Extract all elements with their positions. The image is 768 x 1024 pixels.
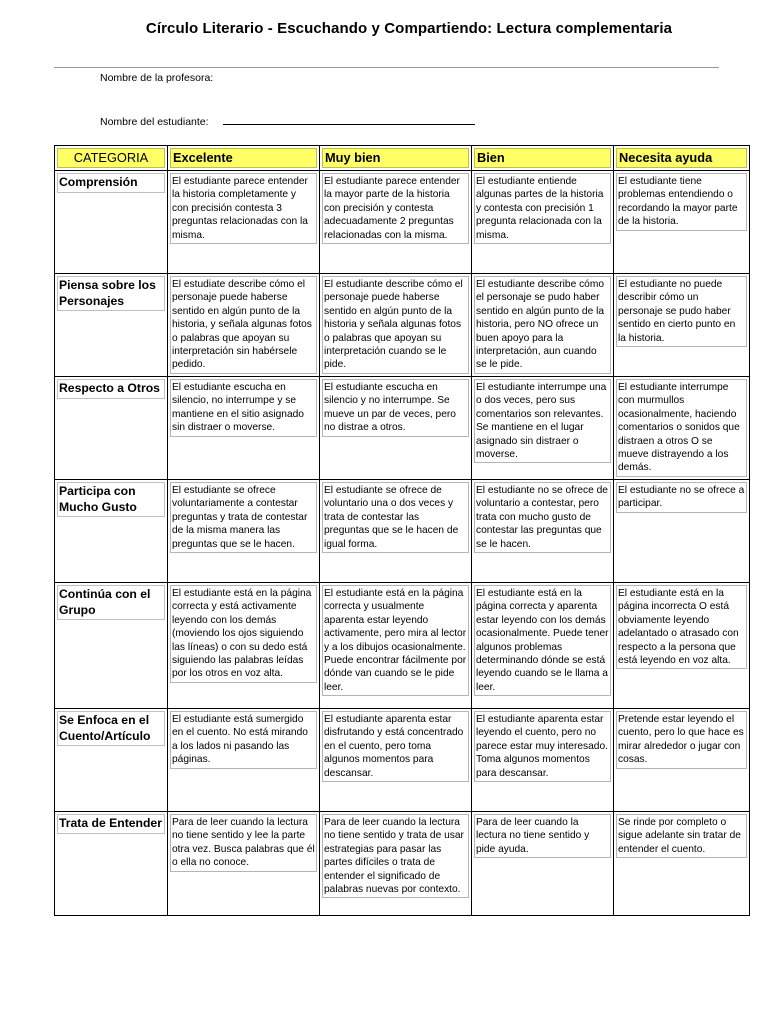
cell-text: El estudiante parece entender la historia completamente y con precisión contesta 3 preguntas relacionadas con la misma. <box>170 173 317 244</box>
header-row <box>55 146 750 171</box>
cell-text: El estudiante escucha en silencio y no interrumpe. Se mueve un par de veces, pero no distrae a otros. <box>322 379 469 437</box>
table-cell <box>614 480 750 583</box>
header-excelente <box>168 146 320 171</box>
header-divider <box>54 67 719 68</box>
cell-text: El estudiante está en la página correcta y usualmente aparenta estar leyendo activamente, pero mira al lector y a los dibujos ocasionalmente. Puede encontrar fácilmente por dónde van cuando se le pide leer. <box>322 585 469 696</box>
table-cell <box>472 812 614 916</box>
table-cell <box>614 377 750 480</box>
cell-text: Para de leer cuando la lectura no tiene sentido y pide ayuda. <box>474 814 611 858</box>
table-cell <box>168 480 320 583</box>
cell-text: Para de leer cuando la lectura no tiene sentido y trata de usar estrategias para pasar las partes difíciles o trata de entender el significado de palabras nuevas por contexto. <box>322 814 469 898</box>
cell-text: El estudiante no puede describir cómo un personaje se pudo haber sentido en cierto punto en la historia. <box>616 276 747 347</box>
category-cell <box>55 583 168 709</box>
cell-text: El estudiante aparenta estar leyendo el cuento, pero no parece estar muy interesado. Toma algunos momentos para descansar. <box>474 711 611 782</box>
cell-text: El estudiante describe cómo el personaje se pudo haber sentido en algún punto de la historia, pero NO ofrece un buen apoyo para la interpretación, aun cuando se le pide. <box>474 276 611 374</box>
table-cell <box>168 812 320 916</box>
table-cell <box>168 377 320 480</box>
category-cell <box>55 377 168 480</box>
table-cell <box>168 583 320 709</box>
cell-text: El estudiante se ofrece voluntariamente a contestar preguntas y trata de contestar de la misma manera las preguntas que se le hacen. <box>170 482 317 553</box>
cell-text: El estudiante escucha en silencio, no interrumpe y se mantiene en el sitio asignado sin distraer o moverse. <box>170 379 317 437</box>
header-label: Necesita ayuda <box>616 148 747 168</box>
category-label: Respecto a Otros <box>57 379 165 399</box>
header-label: Excelente <box>170 148 317 168</box>
cell-text: Se rinde por completo o sigue adelante sin tratar de entender el cuento. <box>616 814 747 858</box>
table-cell <box>320 480 472 583</box>
table-row <box>55 377 750 480</box>
cell-text: El estudiante está en la página incorrecta O está obviamente leyendo adelantado o atrasado con respecto a la persona que está leyendo en voz alta. <box>616 585 747 669</box>
table-cell <box>168 274 320 377</box>
student-name-label: Nombre del estudiante: <box>100 116 209 128</box>
header-bien <box>472 146 614 171</box>
cell-text: El estudiante entiende algunas partes de la historia y contesta con precisión 1 pregunta relacionada con la misma. <box>474 173 611 244</box>
cell-text: El estudiante está en la página correcta y aparenta estar leyendo con los demás ocasionalmente. Puede tener algunos problemas determinando dónde se está leyendo cuando se le llama a leer. <box>474 585 611 696</box>
table-cell <box>614 709 750 812</box>
cell-text: El estudiante interrumpe con murmullos ocasionalmente, haciendo comentarios o sonidos que distraen a otros O se mueve distrayendo a los demás. <box>616 379 747 477</box>
cell-text: Pretende estar leyendo el cuento, pero lo que hace es mirar alrededor o jugar con cosas. <box>616 711 747 769</box>
table-cell <box>320 171 472 274</box>
category-label: Participa con Mucho Gusto <box>57 482 165 517</box>
table-cell <box>320 274 472 377</box>
header-necesita-ayuda <box>614 146 750 171</box>
table-row <box>55 583 750 709</box>
table-row <box>55 274 750 377</box>
cell-text: El estudiante está sumergido en el cuento. No está mirando a los lados ni pasando las páginas. <box>170 711 317 769</box>
table-row <box>55 709 750 812</box>
cell-text: Para de leer cuando la lectura no tiene sentido y lee la parte otra vez. Busca palabras que él o ella no conoce. <box>170 814 317 872</box>
category-cell <box>55 171 168 274</box>
table-cell <box>168 171 320 274</box>
header-label: Bien <box>474 148 611 168</box>
table-cell <box>472 171 614 274</box>
header-categoria <box>55 146 168 171</box>
cell-text: El estudiante no se ofrece de voluntario a contestar, pero trata con mucho gusto de contestar las preguntas que se le hacen. <box>474 482 611 553</box>
teacher-name-label: Nombre de la profesora: <box>100 72 214 84</box>
category-label: Comprensión <box>57 173 165 193</box>
table-row <box>55 480 750 583</box>
cell-text: El estudiante interrumpe una o dos veces, pero sus comentarios son relevantes. Se mantiene en el lugar asignado sin distraer o moverse. <box>474 379 611 463</box>
cell-text: El estudiante se ofrece de voluntario una o dos veces y trata de contestar las preguntas que se le hacen de igual forma. <box>322 482 469 553</box>
table-cell <box>472 583 614 709</box>
table-cell <box>320 709 472 812</box>
category-label: Se Enfoca en el Cuento/Artículo <box>57 711 165 746</box>
table-cell <box>472 274 614 377</box>
category-cell <box>55 709 168 812</box>
cell-text: El estudiante describe cómo el personaje puede haberse sentido en algún punto de la historia y señala algunas fotos o palabras que apoyan su interpretación cuando se le pide. <box>322 276 469 374</box>
cell-text: El estudiante está en la página correcta y está activamente leyendo con los demás (moviendo los ojos siguiendo las líneas) o con su dedo está siguiendo las palabras leídas por los otros en voz alta. <box>170 585 317 683</box>
header-muy-bien <box>320 146 472 171</box>
table-cell <box>168 709 320 812</box>
student-name-field <box>100 113 475 128</box>
table-cell <box>472 480 614 583</box>
table-cell <box>614 583 750 709</box>
category-cell <box>55 480 168 583</box>
category-label: Continúa con el Grupo <box>57 585 165 620</box>
teacher-name-field <box>100 72 213 84</box>
table-cell <box>614 274 750 377</box>
cell-text: El estudiante no se ofrece a participar. <box>616 482 747 513</box>
table-cell <box>320 583 472 709</box>
table-cell <box>320 377 472 480</box>
header-label: Muy bien <box>322 148 469 168</box>
table-cell <box>472 709 614 812</box>
cell-text: El estudiante parece entender la mayor parte de la historia con precisión y contesta adecuadamente 2 preguntas relacionadas con la misma. <box>322 173 469 244</box>
cell-text: El estudiante aparenta estar disfrutando y está concentrado en el cuento, pero toma algunos momentos para descansar. <box>322 711 469 782</box>
category-cell <box>55 274 168 377</box>
page-title: Círculo Literario - Escuchando y Compartiendo: Lectura complementaria <box>145 20 673 37</box>
table-cell <box>614 171 750 274</box>
category-cell <box>55 812 168 916</box>
table-cell <box>320 812 472 916</box>
cell-text: El estudiante tiene problemas entendiendo o recordando la mayor parte de la historia. <box>616 173 747 231</box>
rubric-table <box>54 145 750 916</box>
table-cell <box>472 377 614 480</box>
category-label: Trata de Entender <box>57 814 165 834</box>
table-row <box>55 171 750 274</box>
table-cell <box>614 812 750 916</box>
cell-text: El estudiate describe cómo el personaje puede haberse sentido en algún punto de la historia, y señala algunas fotos o palabras que apoyan su interpretación sin habérsele pedido. <box>170 276 317 374</box>
student-name-line <box>223 113 475 125</box>
category-label: Piensa sobre los Personajes <box>57 276 165 311</box>
table-row <box>55 812 750 916</box>
header-label: CATEGORIA <box>57 148 165 168</box>
